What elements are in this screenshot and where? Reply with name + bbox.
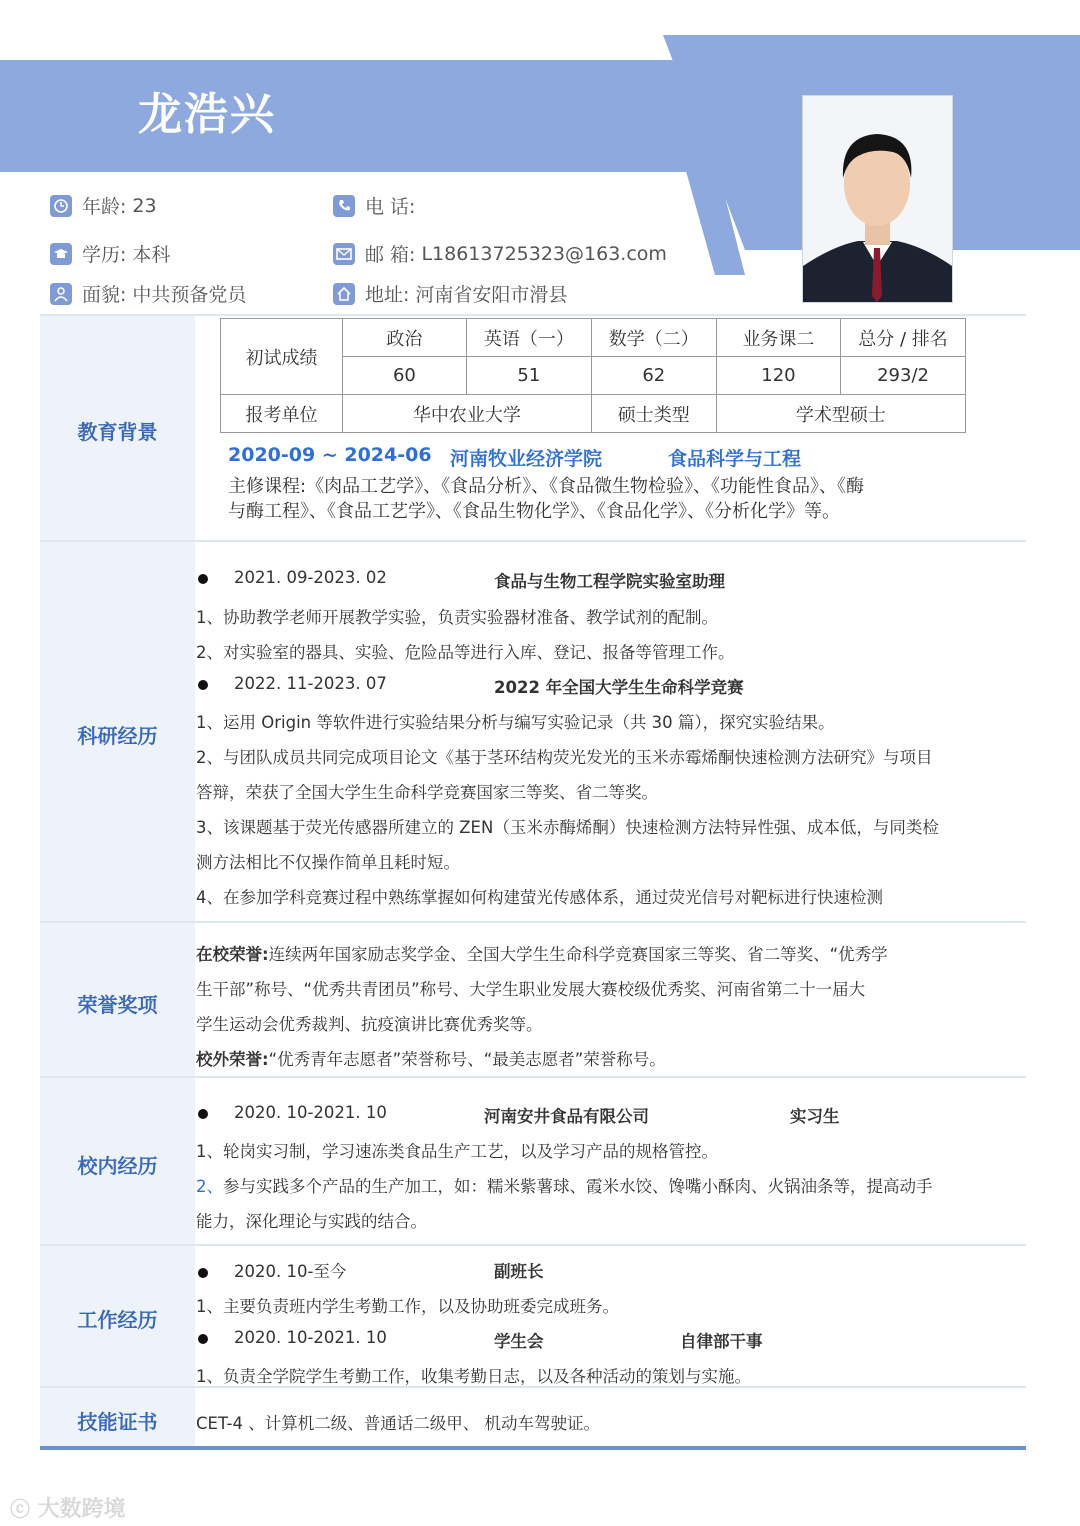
research-item-header <box>196 568 387 587</box>
subject-cell: 总分 / 排名 <box>841 319 966 357</box>
score-cell: 120 <box>716 357 840 395</box>
skills-title: 技能证书 <box>77 1410 158 1434</box>
age-value: 23 <box>132 194 157 217</box>
work-item-header <box>196 1328 387 1347</box>
campus-detail-number: 2、 <box>196 1177 223 1196</box>
skills-content <box>196 1388 1026 1448</box>
score-cell: 51 <box>466 357 591 395</box>
watermark-text: 大数跨境 <box>37 1497 126 1522</box>
bullet-icon <box>198 1334 208 1344</box>
phone-label: 电 话: <box>365 196 416 218</box>
subject-cell: 数学（二） <box>591 319 716 357</box>
watermark-logo-icon: ⓒ <box>10 1497 30 1521</box>
clock-icon <box>50 195 72 217</box>
work-content <box>196 1246 1026 1388</box>
research-title: 科研经历 <box>77 724 158 748</box>
candidate-name: 龙浩兴 <box>138 89 276 140</box>
research-date: 2021. 09-2023. 02 <box>234 568 387 587</box>
work-date: 2020. 10-2021. 10 <box>234 1328 387 1347</box>
age-label: 年龄: <box>82 196 127 218</box>
research-detail: 1、协助教学老师开展教学实验，负责实验器材准备、教学试剂的配制。 <box>196 608 718 627</box>
education-section <box>40 314 1026 542</box>
research-content <box>196 542 1026 923</box>
major-name: 食品科学与工程 <box>668 448 802 470</box>
bottom-rule <box>40 1446 1026 1450</box>
research-detail: 4、在参加学科竞赛过程中熟练掌握如何构建萤光传感体系，通过荧光信号对靶标进行快速检测 <box>196 888 883 907</box>
subject-cell: 英语（一） <box>466 319 591 357</box>
campus-item-header <box>196 1103 387 1122</box>
campus-detail: 参与实践多个产品的生产加工，如：糯米紫薯球、霞米水饺、馋嘴小酥肉、火锅油条等，提高动手 <box>223 1177 933 1196</box>
campus-content <box>196 1078 1026 1246</box>
work-title: 工作经历 <box>77 1308 158 1332</box>
education-row <box>50 240 170 267</box>
phone-row <box>333 192 421 219</box>
unit-label: 报考单位 <box>221 395 343 433</box>
honors-content <box>196 923 1026 1078</box>
work-detail: 1、主要负责班内学生考勤工作，以及协助班委完成班务。 <box>196 1297 619 1316</box>
graduation-cap-icon <box>50 243 72 265</box>
education-label: 学历: <box>82 244 127 266</box>
campus-detail: 1、轮岗实习制，学习速冻类食品生产工艺，以及学习产品的规格管控。 <box>196 1142 718 1161</box>
email-label: 邮 箱: <box>365 244 416 266</box>
education-value: 本科 <box>132 244 171 266</box>
score-cell: 293/2 <box>841 357 966 395</box>
work-role: 副班长 <box>494 1262 544 1281</box>
score-table <box>220 318 966 433</box>
research-item-header <box>196 674 387 693</box>
score-header-row <box>221 319 966 357</box>
subject-cell: 业务课二 <box>716 319 840 357</box>
campus-detail: 能力，深化理论与实践的结合。 <box>196 1212 427 1231</box>
score-cell: 60 <box>342 357 466 395</box>
courses-line: 与酶工程》、《食品工艺学》、《食品生物化学》、《食品化学》、《分析化学》等。 <box>228 501 840 522</box>
outside-honors-text: “优秀青年志愿者”荣誉称号、“最美志愿者”荣誉称号。 <box>268 1050 666 1069</box>
outside-honors-line <box>196 1046 666 1070</box>
address-value: 河南省安阳市滑县 <box>415 284 568 306</box>
person-icon <box>50 283 72 305</box>
education-period: 2020-09 ~ 2024-06 <box>228 444 432 466</box>
school-honors-text: 生干部”称号、“优秀共青团员”称号、大学生职业发展大赛校级优秀奖、河南省第二十一届大 <box>196 980 866 999</box>
score-cell: 62 <box>591 357 716 395</box>
school-honors-label: 在校荣誉: <box>196 945 269 964</box>
work-role: 自律部干事 <box>680 1332 763 1351</box>
application-row <box>221 395 966 433</box>
campus-date: 2020. 10-2021. 10 <box>234 1103 387 1122</box>
campus-title: 校内经历 <box>77 1154 158 1178</box>
work-section <box>40 1244 1026 1388</box>
work-org: 学生会 <box>494 1332 544 1351</box>
political-label: 面貌: <box>82 284 127 306</box>
education-title: 教育背景 <box>77 420 158 444</box>
bullet-icon <box>198 1109 208 1119</box>
research-detail: 2、与团队成员共同完成项目论文《基于茎环结构荧光发光的玉米赤霉烯酮快速检测方法研究》与项目 <box>196 748 933 767</box>
type-value: 学术型硕士 <box>716 395 965 433</box>
research-item-title: 2022 年全国大学生生命科学竞赛 <box>494 678 744 697</box>
political-row <box>50 280 246 307</box>
watermark <box>10 1492 126 1523</box>
honors-title: 荣誉奖项 <box>77 993 158 1017</box>
research-date: 2022. 11-2023. 07 <box>234 674 387 693</box>
outside-honors-label: 校外荣誉: <box>196 1050 269 1069</box>
research-detail: 1、运用 Origin 等软件进行实验结果分析与编写实验记录（共 30 篇），探究实验结果。 <box>196 713 835 732</box>
subject-cell: 政治 <box>342 319 466 357</box>
campus-detail-line <box>196 1173 933 1197</box>
email-row <box>333 240 667 267</box>
age-row <box>50 192 157 219</box>
school-honors-line <box>196 941 888 965</box>
school-honors-text: 学生运动会优秀裁判、抗疫演讲比赛优秀奖等。 <box>196 1015 543 1034</box>
honors-section <box>40 921 1026 1078</box>
work-item-header <box>196 1258 346 1282</box>
campus-company: 河南安井食品有限公司 <box>484 1107 649 1126</box>
work-detail: 1、负责全学院学生考勤工作，收集考勤日志，以及各种活动的策划与实施。 <box>196 1367 751 1386</box>
school-honors-text: 连续两年国家励志奖学金、全国大学生生命科学竞赛国家三等奖、省二等奖、“优秀学 <box>268 945 888 964</box>
email-value[interactable]: L18613725323@163.com <box>421 242 667 265</box>
research-detail: 答辩，荣获了全国大学生生命科学竞赛国家三等奖、省二等奖。 <box>196 783 658 802</box>
type-label: 硕士类型 <box>591 395 716 433</box>
research-item-title: 食品与生物工程学院实验室助理 <box>494 572 725 591</box>
campus-section <box>40 1076 1026 1246</box>
research-detail: 2、对实验室的器具、实验、危险品等进行入库、登记、报备等管理工作。 <box>196 643 735 662</box>
home-icon <box>333 283 355 305</box>
research-section <box>40 540 1026 923</box>
address-label: 地址: <box>365 284 410 306</box>
courses-line: 主修课程:《肉品工艺学》、《食品分析》、《食品微生物检验》、《功能性食品》、《酶 <box>228 476 865 497</box>
profile-photo <box>802 95 953 303</box>
score-label: 初试成绩 <box>221 319 343 395</box>
school-name: 河南牧业经济学院 <box>450 448 603 470</box>
skills-text: CET-4 、计算机二级、普通话二级甲、 机动车驾驶证。 <box>196 1414 600 1433</box>
bullet-icon <box>198 680 208 690</box>
work-date: 2020. 10-至今 <box>234 1262 347 1281</box>
bullet-icon <box>198 1268 208 1278</box>
research-detail: 3、该课题基于荧光传感器所建立的 ZEN（玉米赤酶烯酮）快速检测方法特异性强、成本低，与同类检 <box>196 818 939 837</box>
phone-icon <box>333 195 355 217</box>
research-detail: 测方法相比不仅操作简单且耗时短。 <box>196 853 460 872</box>
address-row <box>333 280 567 307</box>
bullet-icon <box>198 574 208 584</box>
education-content <box>196 316 1026 542</box>
political-value: 中共预备党员 <box>132 284 247 306</box>
mail-icon <box>333 243 355 265</box>
skills-section <box>40 1386 1026 1448</box>
unit-value: 华中农业大学 <box>342 395 591 433</box>
campus-role: 实习生 <box>790 1107 840 1126</box>
